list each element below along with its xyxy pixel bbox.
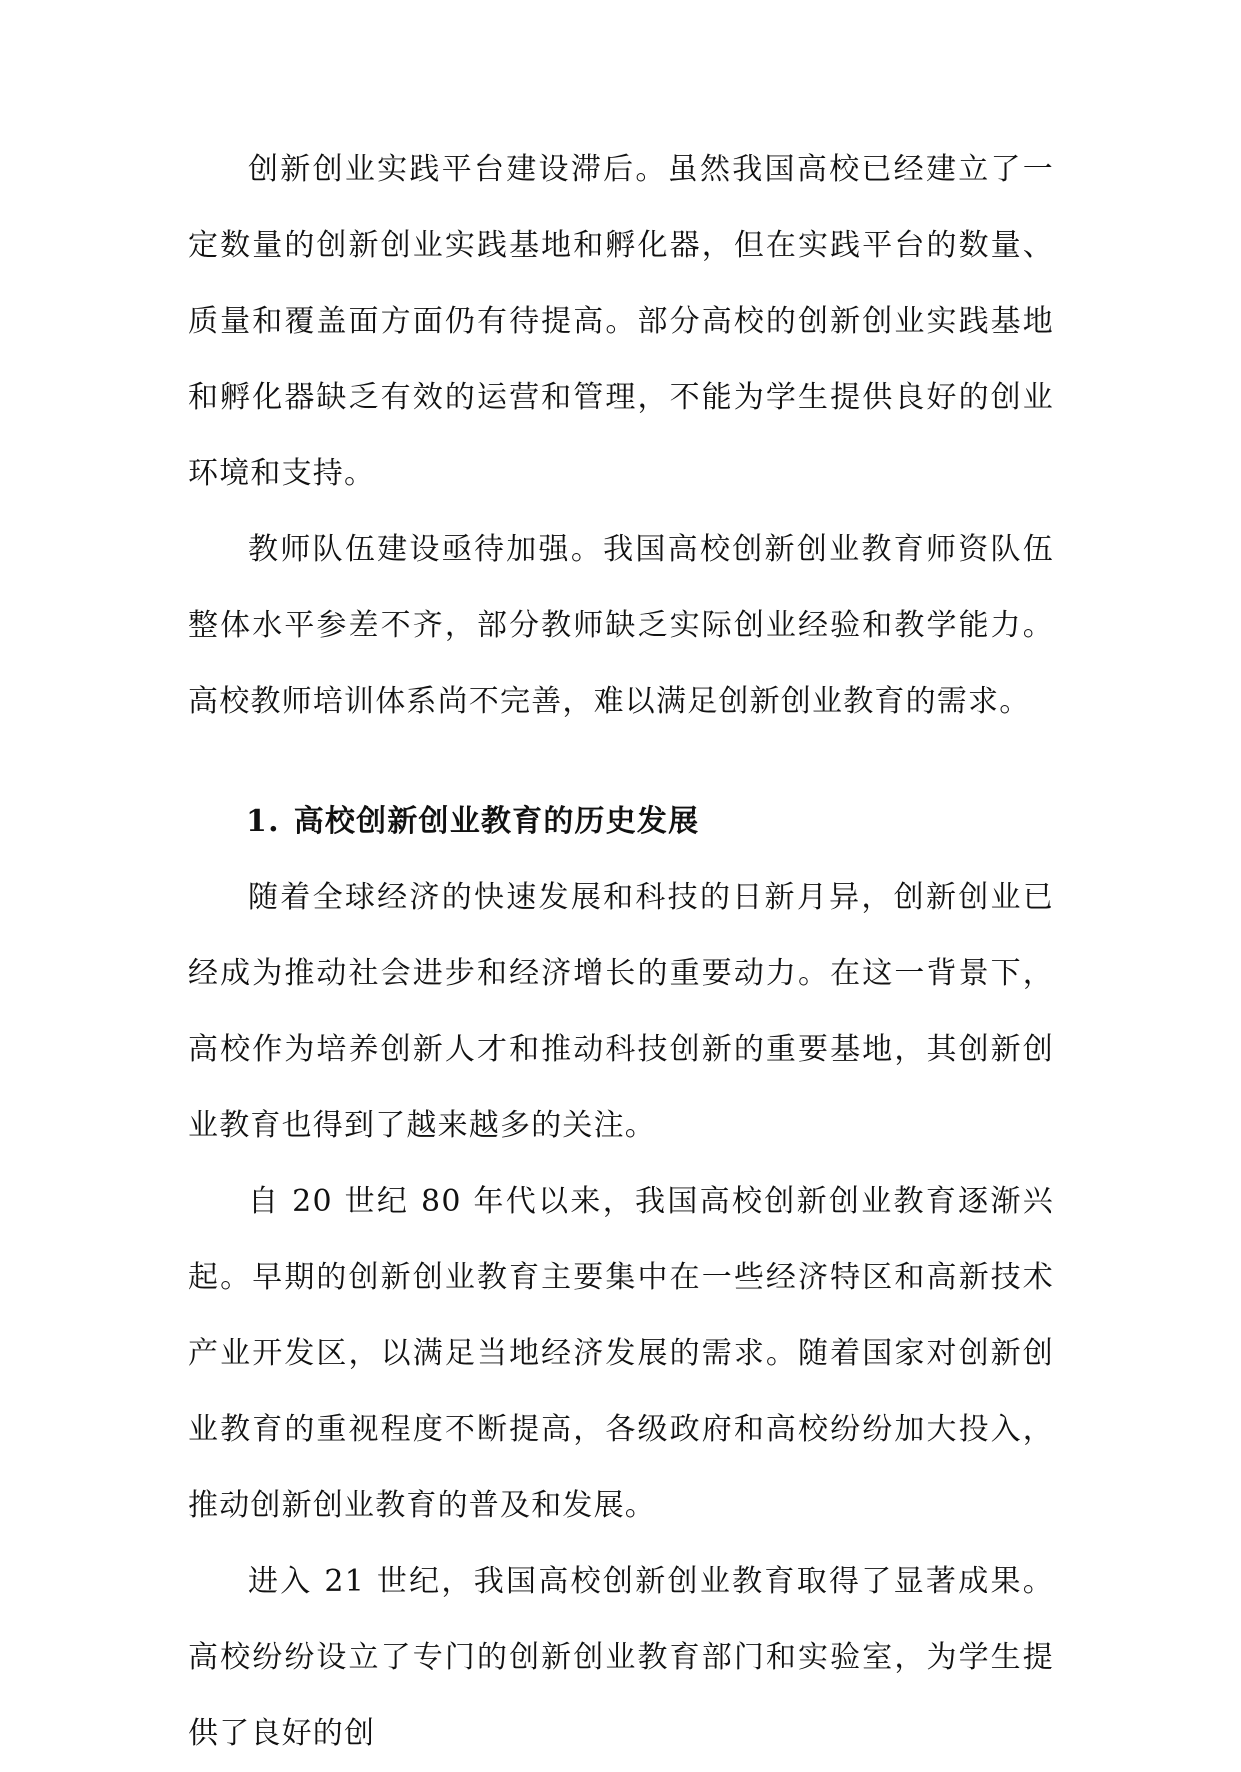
document-page bbox=[188, 132, 1054, 1772]
paragraph-21st-century: 进入 21 世纪，我国高校创新创业教育取得了显著成果。高校纷纷设立了专门的创新创业教育部门和实验室，为学生提供了良好的创 bbox=[188, 1564, 1054, 1751]
section-title: 高校创新创业教育的历史发展 bbox=[293, 804, 700, 839]
paragraph-teacher-team: 教师队伍建设亟待加强。我国高校创新创业教育师资队伍整体水平参差不齐，部分教师缺乏实际创业经验和教学能力。高校教师培训体系尚不完善，难以满足创新创业教育的需求。 bbox=[188, 532, 1054, 719]
paragraph-1980s: 自 20 世纪 80 年代以来，我国高校创新创业教育逐渐兴起。早期的创新创业教育主要集中在一些经济特区和高新技术产业开发区，以满足当地经济发展的需求。随着国家对创新创业教育的重视程度不断提高，各级政府和高校纷纷加大投入，推动创新创业教育的普及和发展。 bbox=[188, 1184, 1054, 1523]
section-number: 1. bbox=[246, 804, 280, 839]
section-heading bbox=[188, 784, 1054, 860]
paragraph-practice-platform: 创新创业实践平台建设滞后。虽然我国高校已经建立了一定数量的创新创业实践基地和孵化器，但在实践平台的数量、质量和覆盖面方面仍有待提高。部分高校的创新创业实践基地和孵化器缺乏有效的运营和管理，不能为学生提供良好的创业环境和支持。 bbox=[188, 152, 1054, 491]
paragraph-background: 随着全球经济的快速发展和科技的日新月异，创新创业已经成为推动社会进步和经济增长的重要动力。在这一背景下，高校作为培养创新人才和推动科技创新的重要基地，其创新创业教育也得到了越来越多的关注。 bbox=[188, 880, 1054, 1143]
